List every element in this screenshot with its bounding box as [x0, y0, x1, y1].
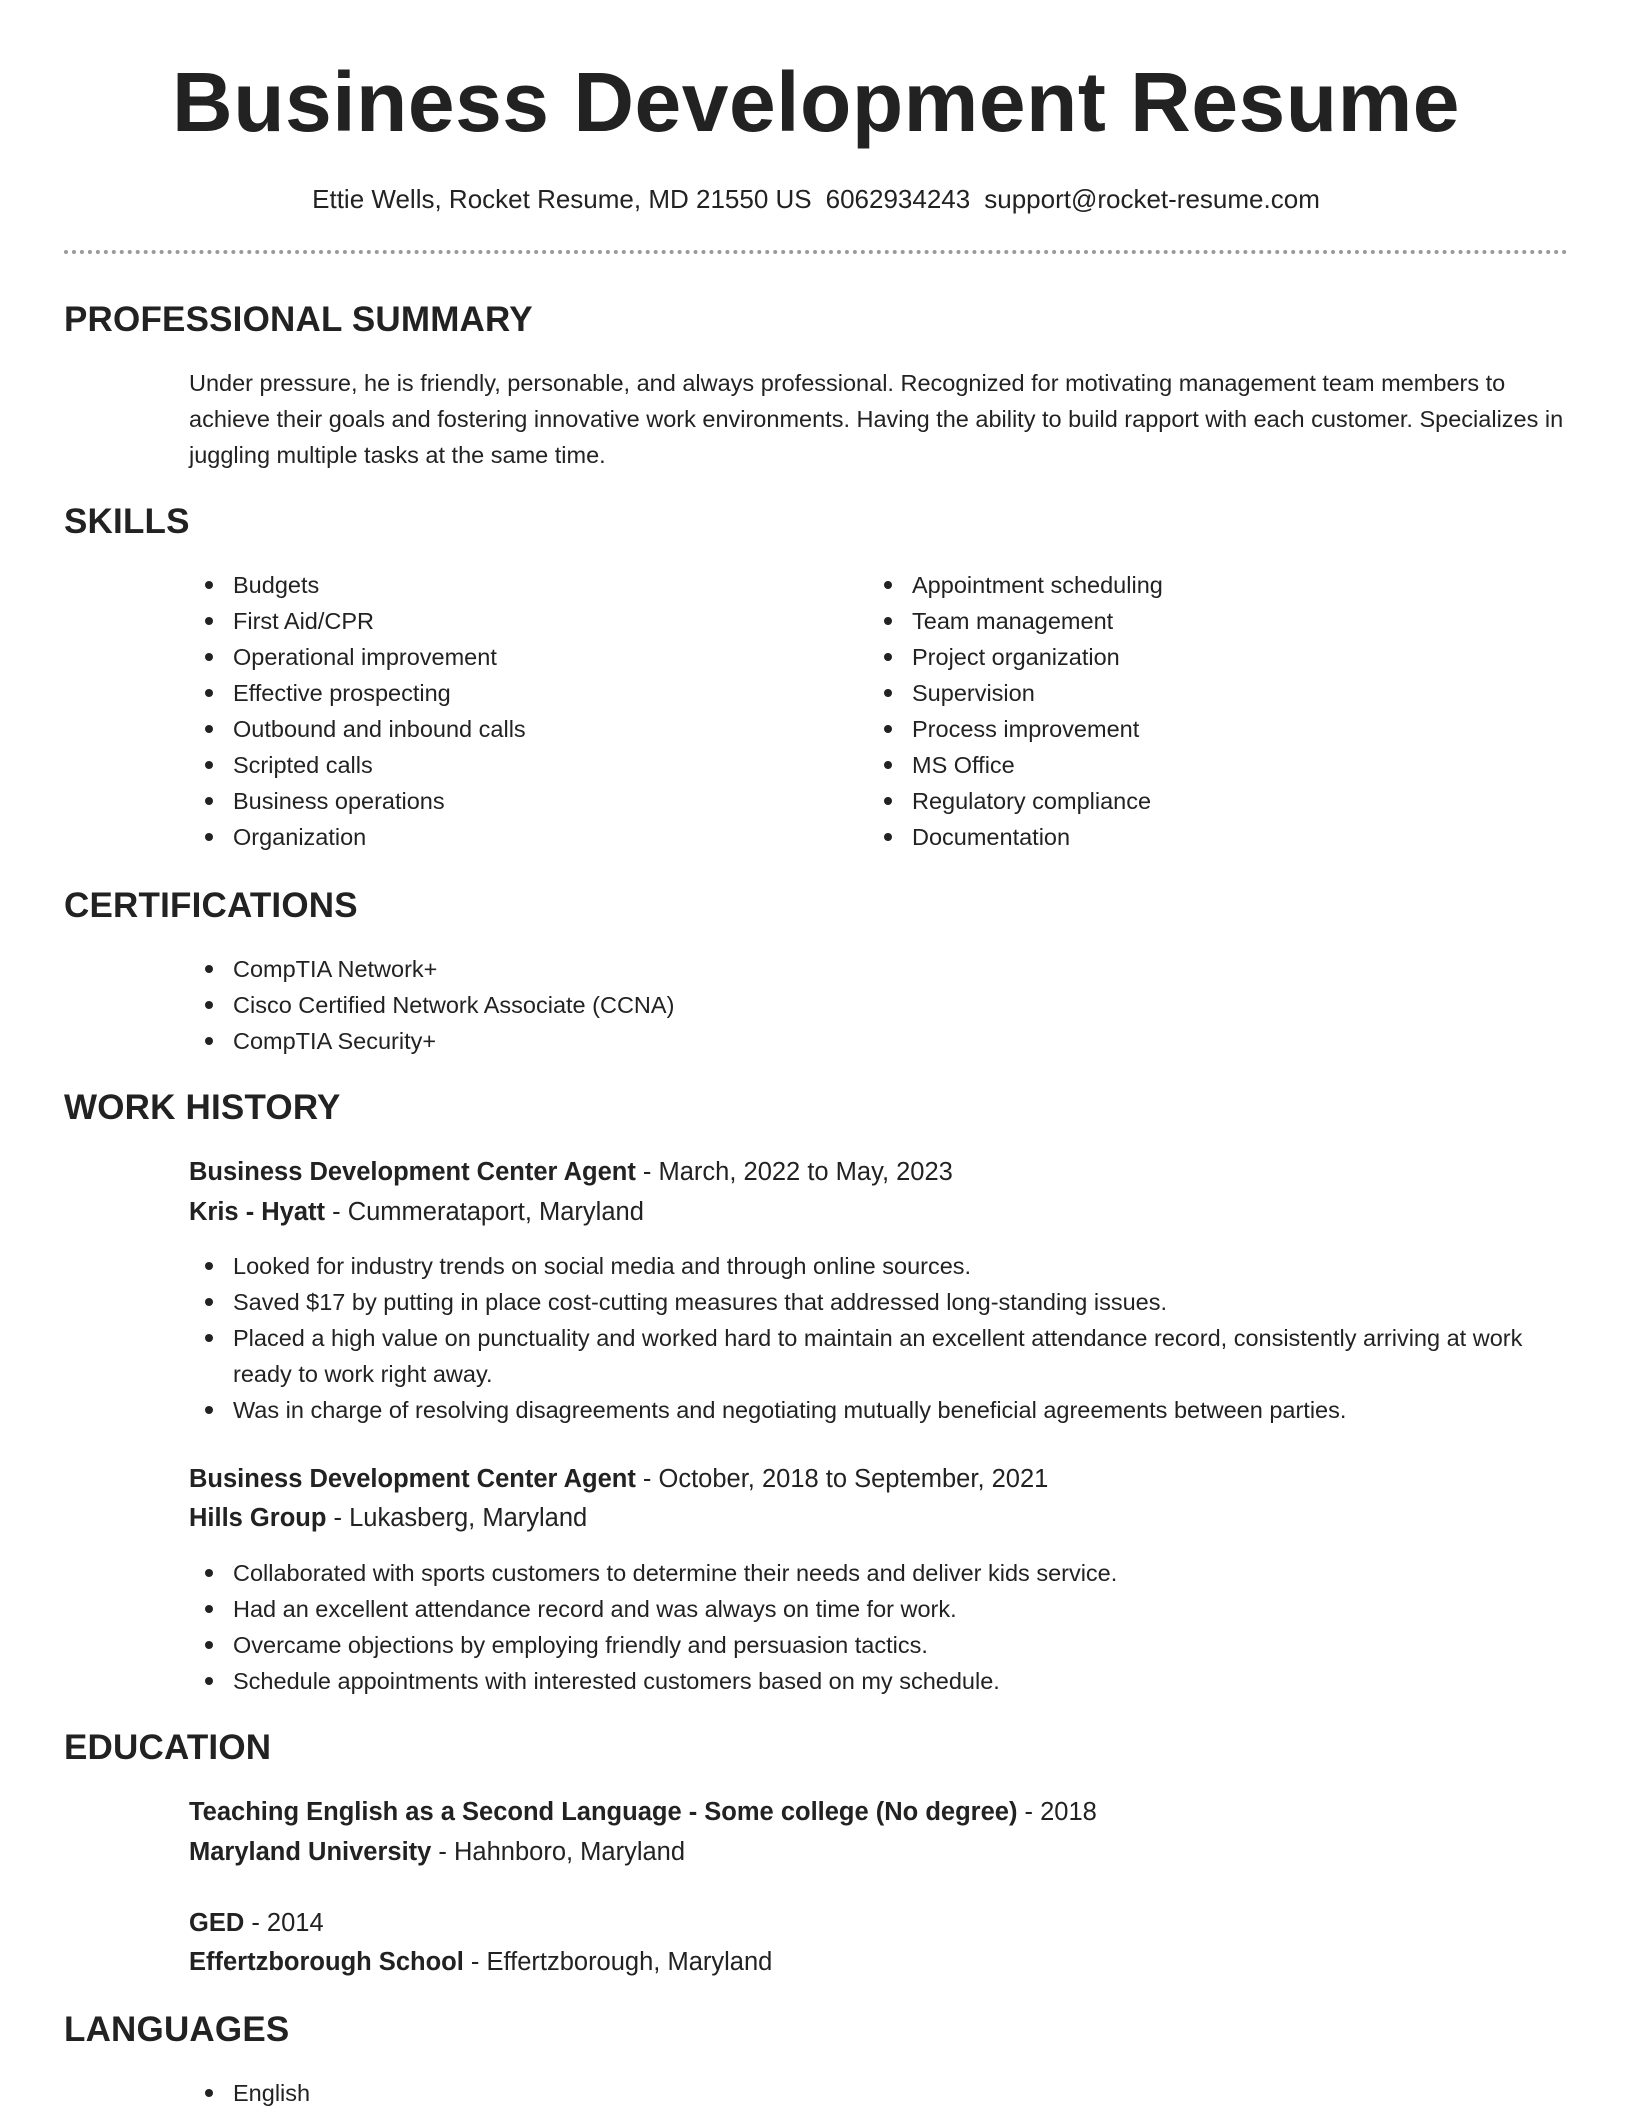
list-item: Saved $17 by putting in place cost-cutting measures that addressed long-standing issues. — [189, 1284, 1569, 1320]
list-item: CompTIA Network+ — [189, 951, 1569, 987]
education-degree: Teaching English as a Second Language - Some college (No degree) — [189, 1798, 1018, 1826]
list-item: Scripted calls — [189, 747, 829, 783]
contact-email: support@rocket-resume.com — [984, 184, 1320, 214]
resume-title: Business Development Resume — [172, 55, 1460, 149]
bullet-icon — [205, 761, 213, 769]
languages-list — [189, 2075, 1569, 2111]
bullet-icon — [884, 653, 892, 661]
list-item: Placed a high value on punctuality and worked hard to maintain an excellent attendance record, consistently arriving at work ready to work right away. — [189, 1320, 1569, 1392]
bullet-icon — [884, 617, 892, 625]
job-company: Kris - Hyatt — [189, 1198, 326, 1226]
summary-text: Under pressure, he is friendly, personable, and always professional. Recognized for motivating management team members to achieve their goals and fostering innovative work environments. Having the ability to build rapport with each customer. Specializes in juggling multiple tasks at the same time. — [189, 370, 1564, 468]
job-bullets — [189, 1555, 1569, 1699]
bullet-icon — [205, 1334, 213, 1342]
bullet-icon — [205, 1037, 213, 1045]
job-bullets — [189, 1248, 1569, 1428]
bullet-icon — [884, 725, 892, 733]
work-history-heading: WORK HISTORY — [64, 1088, 341, 1127]
bullet-icon — [205, 581, 213, 589]
list-item: Was in charge of resolving disagreements and negotiating mutually beneficial agreements between parties. — [189, 1392, 1569, 1428]
list-item: Schedule appointments with interested customers based on my schedule. — [189, 1663, 1569, 1699]
bullet-icon — [205, 1406, 213, 1414]
list-item: Collaborated with sports customers to determine their needs and deliver kids service. — [189, 1555, 1569, 1591]
bullet-icon — [205, 1677, 213, 1685]
job-company: Hills Group — [189, 1504, 327, 1532]
bullet-icon — [205, 653, 213, 661]
bullet-icon — [884, 689, 892, 697]
list-item: Appointment scheduling — [868, 567, 1508, 603]
list-item: CompTIA Security+ — [189, 1023, 1569, 1059]
list-item: Process improvement — [868, 711, 1508, 747]
list-item: Cisco Certified Network Associate (CCNA) — [189, 987, 1569, 1023]
bullet-icon — [205, 725, 213, 733]
bullet-icon — [205, 2089, 213, 2097]
bullet-icon — [205, 1262, 213, 1270]
job-company-line — [189, 1500, 587, 1536]
bullet-icon — [205, 797, 213, 805]
list-item: Operational improvement — [189, 639, 829, 675]
bullet-icon — [205, 965, 213, 973]
bullet-icon — [205, 689, 213, 697]
job-location: - Lukasberg, Maryland — [326, 1504, 588, 1532]
education-degree: GED — [189, 1909, 245, 1937]
skills-list-right — [868, 567, 1508, 855]
education-degree-line — [189, 1794, 1097, 1830]
list-item: Budgets — [189, 567, 829, 603]
bullet-icon — [205, 1605, 213, 1613]
job-dates: - March, 2022 to May, 2023 — [635, 1158, 953, 1186]
job-title: Business Development Center Agent — [189, 1465, 636, 1493]
certifications-heading: CERTIFICATIONS — [64, 886, 358, 925]
list-item: Had an excellent attendance record and was always on time for work. — [189, 1591, 1569, 1627]
list-item: Organization — [189, 819, 829, 855]
contact-phone: 6062934243 — [825, 184, 971, 214]
job-location: - Cummerataport, Maryland — [325, 1198, 644, 1226]
bullet-icon — [205, 1001, 213, 1009]
list-item: First Aid/CPR — [189, 603, 829, 639]
bullet-icon — [884, 833, 892, 841]
languages-heading: LANGUAGES — [64, 2010, 290, 2049]
education-location: - Hahnboro, Maryland — [431, 1838, 686, 1866]
list-item: Regulatory compliance — [868, 783, 1508, 819]
education-school: Maryland University — [189, 1838, 432, 1866]
skills-list-left — [189, 567, 829, 855]
list-item: Effective prospecting — [189, 675, 829, 711]
list-item: Overcame objections by employing friendly and persuasion tactics. — [189, 1627, 1569, 1663]
job-company-line — [189, 1194, 644, 1230]
education-school: Effertzborough School — [189, 1948, 464, 1976]
education-school-line — [189, 1834, 685, 1870]
summary-heading: PROFESSIONAL SUMMARY — [64, 300, 533, 339]
job-title-line — [189, 1154, 953, 1190]
certifications-list — [189, 951, 1569, 1059]
list-item: Outbound and inbound calls — [189, 711, 829, 747]
job-title-line — [189, 1461, 1048, 1497]
education-school-line — [189, 1944, 772, 1980]
list-item: Documentation — [868, 819, 1508, 855]
list-item: MS Office — [868, 747, 1508, 783]
list-item: Looked for industry trends on social media and through online sources. — [189, 1248, 1569, 1284]
bullet-icon — [205, 833, 213, 841]
job-title: Business Development Center Agent — [189, 1158, 636, 1186]
contact-address: Ettie Wells, Rocket Resume, MD 21550 US — [312, 184, 812, 214]
list-item: Business operations — [189, 783, 829, 819]
education-year: - 2014 — [244, 1909, 324, 1937]
bullet-icon — [884, 581, 892, 589]
list-item: Team management — [868, 603, 1508, 639]
job-dates: - October, 2018 to September, 2021 — [635, 1465, 1049, 1493]
bullet-icon — [205, 617, 213, 625]
bullet-icon — [884, 761, 892, 769]
education-heading: EDUCATION — [64, 1728, 272, 1767]
list-item: Project organization — [868, 639, 1508, 675]
bullet-icon — [884, 797, 892, 805]
bullet-icon — [205, 1641, 213, 1649]
list-item: Supervision — [868, 675, 1508, 711]
header-divider — [64, 250, 1568, 254]
education-degree-line — [189, 1905, 324, 1941]
bullet-icon — [205, 1569, 213, 1577]
skills-heading: SKILLS — [64, 502, 190, 541]
contact-line — [0, 182, 1632, 216]
education-year: - 2018 — [1017, 1798, 1097, 1826]
bullet-icon — [205, 1298, 213, 1306]
education-location: - Effertzborough, Maryland — [463, 1948, 773, 1976]
list-item: English — [189, 2075, 1569, 2111]
